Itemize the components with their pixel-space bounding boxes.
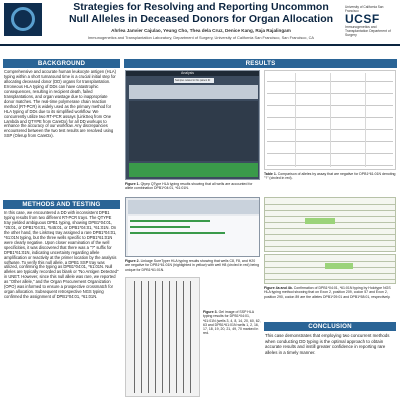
figure-2-text: Linkage SureTyper HLA typing results showing that wells C8, F8, and H20 are negative for DPB1*61:01N (highlighted in yellow) with well H8 (circled in red) being unique for DPB1*61:01N. bbox=[125, 259, 260, 272]
samples-tab bbox=[174, 78, 214, 83]
figure-4b-image bbox=[264, 254, 396, 284]
table-1-image bbox=[264, 70, 396, 170]
table-1-text: Comparison of alleles by assay that are negative for DPB1*61:01N denoting "?" (circled in red). bbox=[264, 172, 396, 181]
figure-2-image bbox=[125, 197, 260, 257]
conclusion-heading: CONCLUSION bbox=[264, 322, 396, 331]
lab-logo bbox=[4, 3, 42, 36]
ucsf-logo-department: Immunogenetics and Transplantation Department of Surgery bbox=[345, 25, 391, 37]
figure-4-label: Figure 4a and 4b. bbox=[264, 286, 293, 290]
ucsf-logo bbox=[345, 5, 397, 37]
background-text: Comprehensive and accurate human leukocyte antigen (HLA) typing within a short turnaround time is a crucial initial step for allocating deceased donor (DD) organs for transplantation. Erroneous HLA typing of DDs can have catastrophic consequences, resulting in recipient death, failed transplantations, and organ wastage due to inappropriate donor matches. The real-time polymerase chain reaction method (RT-PCR) is widely used as the primary method for HLA typing of DDs due to its simplified workflow. We concurrently utilize two RT-PCR assays (LinkSeq from One Lambda and QTYPE from CareDx) for all DD workups to enhance the accuracy of our workflow. Any discrepancies encountered between the two test results are resolved using SSP (Olerup from CareDx). bbox=[4, 69, 116, 139]
background-heading: BACKGROUND bbox=[3, 59, 120, 68]
figure-1-text: Qtyep QType HLA typing results showing that all wells are accounted for allele combination DPB1*04:01, *61:01N. bbox=[125, 182, 253, 191]
analysis-window-title: Analysis bbox=[181, 71, 195, 75]
results-heading: RESULTS bbox=[124, 59, 397, 68]
poster-authors: Ahrlea Janvier Cajulao, Yeung Cho, Thea dela Cruz, Denice Kang, Raja Rajalingam bbox=[111, 28, 291, 33]
analysis-summary-panel bbox=[129, 85, 258, 99]
figure-3-caption bbox=[203, 310, 261, 336]
methods-heading: METHODS AND TESTING bbox=[3, 200, 120, 209]
suretyper-bar-2 bbox=[130, 226, 190, 228]
conclusion-text: This case demonstrates that employing two concurrent methods when conducting DD typing is the optimal approach to obtain accurate results and instill greater confidence in reporting rare alleles in a timely manner. bbox=[265, 333, 390, 355]
suretyper-well-panel bbox=[128, 216, 259, 256]
methods-text: In this case, we encountered a DD with inconsistent DPB1 typing results from two different RT-PCR trays. The QTYPE tray yielded ambiguous DPB1 typing, showing DPB1*04:01, *25:01, or DPB1*04:01, *545:01, or DPB1*04:01, *61:01N. On the other hand, the LinkSeq tray assigned a rare DPB1*04:01, *61:01N typing, but the three wells specific to DPB1*61:01N were clearly negative. Upon closer examination of the well specificities, it was discovered that there was a "?" suffix for DPB1*61:01N, indicating uncertainty regarding allele amplification or reactivity at the primer location by the analysis software. To verify this null allele, a DPB1 SSP tray was utilized, confirming the typing as DPB1*04:01, *61:01N. Null alleles are typically recorded as blank or "No Antigen Detected" in UNET. However, since this null allele was rare, we reported as "Other allele," and the Organ Procurement Organization (OPO) was informed to ensure a prospective crossmatch for organ allocation. Subsequent retrospective NGS typing confirmed the assignment of DPB1*04:01, *61:01N. bbox=[4, 210, 119, 300]
well-result-bar bbox=[129, 163, 258, 177]
table-1-caption bbox=[264, 172, 396, 181]
figure-1-caption bbox=[125, 182, 260, 191]
well-grid-panel bbox=[129, 101, 258, 161]
table-1-label: Table 1. bbox=[264, 172, 277, 176]
figure-2-caption bbox=[125, 259, 260, 272]
poster-title: Strategies for Resolving and Reporting Uncommon Null Alleles in Deceased Donors for Organ Allocation bbox=[68, 1, 334, 25]
lab-logo-mark bbox=[11, 7, 35, 31]
suretyper-bar-3 bbox=[130, 232, 225, 234]
header-divider bbox=[0, 44, 400, 46]
figure-3-text: Gel image of SSP HLA typing results for DPB1*04:01, *61:01N (wells 3, 4, 8, 14, 20, 60, 62, 63 and DPB1*61:01N wells 1, 2, 16, 17, 18, 19, 20, 21, 49, 70 marked in red. bbox=[203, 310, 261, 336]
poster-affiliation: Immunogenetics and Transplantation Laboratory, Department of Surgery, University of California San Francisco, San Francisco, CA bbox=[87, 35, 315, 40]
ucsf-logo-university: University of California San Francisco bbox=[345, 5, 384, 13]
figure-1-label: Figure 1. bbox=[125, 182, 140, 186]
figure-4b-highlight bbox=[325, 263, 353, 269]
figure-2-label: Figure 2. bbox=[125, 259, 140, 263]
figure-4a-highlight bbox=[305, 218, 335, 224]
figure-4a-image bbox=[264, 197, 396, 252]
analysis-titlebar bbox=[126, 71, 259, 76]
samples-tab-label: Samples related to this patient ID bbox=[175, 79, 211, 82]
suretyper-bar-1 bbox=[130, 220, 210, 222]
figure-4-text: Confirmation of DPB1*04:01, *61:01N typing by Holotype NGS HLA typing method showing that on Exon 2, position 209, codon 57 and Exon 2, position 290, codon 89 are the alleles DPB1*29:01 and DPB1*58:01, respectively. bbox=[264, 286, 391, 299]
figure-3-image bbox=[125, 277, 200, 397]
figure-1-image bbox=[125, 70, 260, 180]
figure-3-label: Figure 3. bbox=[203, 310, 218, 314]
ucsf-logo-wordmark: UCSF bbox=[345, 12, 380, 26]
figure-4-caption bbox=[264, 286, 396, 299]
suretyper-header-panel bbox=[128, 200, 259, 214]
